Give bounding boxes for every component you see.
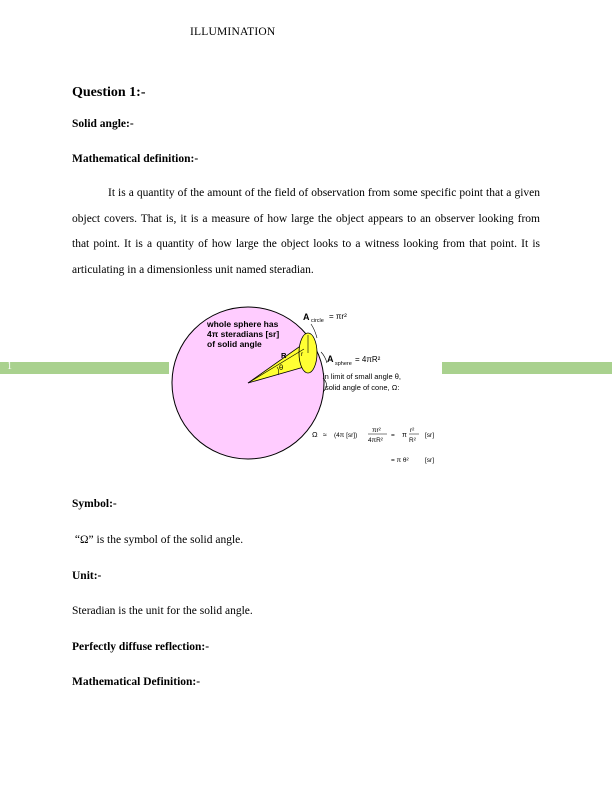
omega-symbol: Ω bbox=[312, 430, 318, 439]
theta-label: θ bbox=[279, 363, 284, 372]
sr-unit-2: [sr] bbox=[425, 457, 435, 464]
approx-symbol: ≈ bbox=[323, 432, 327, 439]
pi-symbol: π bbox=[402, 432, 407, 439]
symbol-text: “Ω” is the symbol of the solid angle. bbox=[72, 534, 244, 546]
eq-pi-theta: = π θ² bbox=[391, 457, 409, 464]
a-sphere-eq: = 4πR² bbox=[355, 355, 381, 364]
limit-text-1: in limit of small angle θ, bbox=[323, 372, 401, 381]
sr-unit: [sr] bbox=[425, 432, 435, 439]
a-circle-label: A bbox=[303, 312, 310, 322]
math-definition-heading: Mathematical definition:- bbox=[72, 153, 199, 165]
question-heading: Question 1:- bbox=[72, 85, 146, 100]
solid-angle-figure bbox=[165, 300, 450, 472]
r-small-label: r bbox=[301, 351, 304, 358]
running-header: ILLUMINATION bbox=[190, 26, 276, 38]
four-pi-sr: (4π [sr]) bbox=[334, 432, 358, 439]
r-big-label: R bbox=[281, 351, 287, 360]
frac1-denominator: 4πR² bbox=[368, 437, 383, 444]
frac1-numerator: πr² bbox=[372, 427, 381, 434]
page-band-right bbox=[442, 362, 612, 374]
unit-heading: Unit:- bbox=[72, 570, 102, 582]
a-sphere-label: A bbox=[327, 354, 334, 364]
solid-angle-diagram bbox=[165, 300, 450, 472]
definition-paragraph: It is a quantity of the amount of the field of observation from some specific point that a given object covers. That is, it is a measure of how large the object appears to an observer looking from that point. It is a quantity of how large the object looks to a witness looking from that point. It is articulating in a dimensionless unit named steradian. bbox=[72, 187, 540, 276]
symbol-heading: Symbol:- bbox=[72, 498, 117, 510]
a-sphere-sub: sphere bbox=[335, 361, 352, 367]
equals-symbol: = bbox=[391, 432, 395, 439]
page-band-left bbox=[0, 362, 169, 374]
sphere-note-2: 4π steradians [sr] bbox=[207, 329, 280, 339]
math-definition-heading-2: Mathematical Definition:- bbox=[72, 676, 201, 688]
a-circle-eq: = πr² bbox=[329, 312, 347, 321]
solid-angle-heading: Solid angle:- bbox=[72, 118, 134, 130]
unit-text: Steradian is the unit for the solid angle. bbox=[72, 605, 253, 617]
diffuse-reflection-heading: Perfectly diffuse reflection:- bbox=[72, 641, 210, 653]
frac2-numerator: r² bbox=[410, 427, 415, 434]
sphere-note-1: whole sphere has bbox=[207, 319, 279, 329]
limit-text-2: solid angle of cone, Ω: bbox=[325, 383, 400, 392]
a-circle-sub: circle bbox=[311, 318, 324, 324]
page-number: 1 bbox=[7, 361, 12, 372]
sphere-note-3: of solid angle bbox=[207, 339, 262, 349]
frac2-denominator: R² bbox=[409, 437, 416, 444]
